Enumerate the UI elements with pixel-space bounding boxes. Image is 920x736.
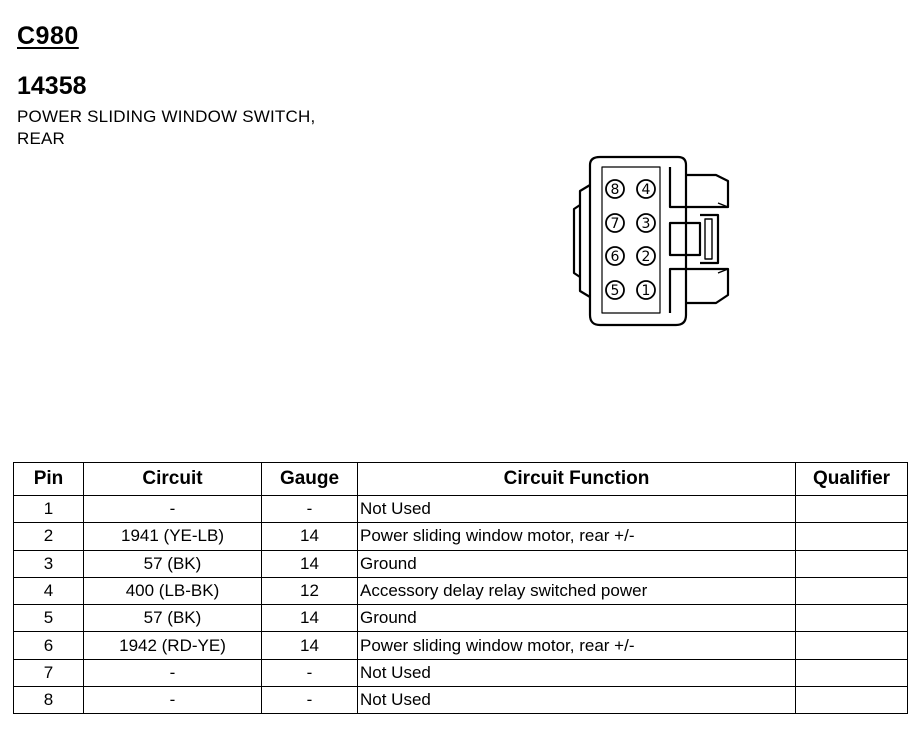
header-circuit: Circuit — [84, 463, 262, 496]
cell-circuit: 400 (LB-BK) — [84, 577, 262, 604]
svg-text:2: 2 — [641, 249, 651, 265]
connector-description-line-2: REAR — [17, 129, 66, 148]
svg-text:1: 1 — [641, 283, 651, 299]
connector-description-line-1: POWER SLIDING WINDOW SWITCH, — [17, 107, 316, 126]
svg-text:5: 5 — [610, 283, 620, 299]
pinout-table — [13, 462, 908, 714]
cell-pin: 4 — [14, 577, 84, 604]
svg-text:8: 8 — [610, 182, 620, 198]
cell-pin: 6 — [14, 632, 84, 659]
right-top-key — [670, 167, 728, 207]
cell-function: Not Used — [358, 496, 796, 523]
cell-function: Power sliding window motor, rear +/- — [358, 632, 796, 659]
cell-pin: 3 — [14, 550, 84, 577]
right-bottom-key — [670, 269, 728, 313]
connector-id: C980 — [17, 22, 79, 50]
header-circuit-function: Circuit Function — [358, 463, 796, 496]
header-gauge: Gauge — [262, 463, 358, 496]
cell-function: Not Used — [358, 687, 796, 714]
cell-qualifier — [796, 577, 908, 604]
cell-function: Power sliding window motor, rear +/- — [358, 523, 796, 550]
cell-pin: 2 — [14, 523, 84, 550]
part-number: 14358 — [17, 72, 87, 100]
cell-function: Ground — [358, 605, 796, 632]
left-latch — [580, 185, 590, 297]
cell-gauge: - — [262, 687, 358, 714]
table-row — [14, 577, 908, 604]
cell-circuit: 57 (BK) — [84, 550, 262, 577]
pin-8 — [606, 180, 624, 198]
table-row — [14, 632, 908, 659]
cell-circuit: 57 (BK) — [84, 605, 262, 632]
cell-function: Accessory delay relay switched power — [358, 577, 796, 604]
table-row — [14, 550, 908, 577]
cell-circuit: - — [84, 496, 262, 523]
table-row — [14, 605, 908, 632]
cell-gauge: 14 — [262, 605, 358, 632]
cell-circuit: - — [84, 687, 262, 714]
cell-gauge: 14 — [262, 523, 358, 550]
cell-pin: 8 — [14, 687, 84, 714]
cell-pin: 7 — [14, 659, 84, 686]
cell-qualifier — [796, 605, 908, 632]
cell-pin: 5 — [14, 605, 84, 632]
connector-housing — [590, 157, 686, 325]
pin-4 — [637, 180, 655, 198]
cell-gauge: - — [262, 659, 358, 686]
table-row — [14, 687, 908, 714]
connector-face-diagram — [560, 145, 750, 335]
cell-qualifier — [796, 687, 908, 714]
cell-gauge: 14 — [262, 550, 358, 577]
cell-qualifier — [796, 659, 908, 686]
cell-pin: 1 — [14, 496, 84, 523]
table-header-row — [14, 463, 908, 496]
table-row — [14, 659, 908, 686]
cell-function: Ground — [358, 550, 796, 577]
pin-6 — [606, 247, 624, 265]
svg-text:4: 4 — [641, 182, 651, 198]
cell-gauge: 12 — [262, 577, 358, 604]
cell-circuit: - — [84, 659, 262, 686]
svg-text:7: 7 — [610, 216, 620, 232]
svg-text:6: 6 — [610, 249, 620, 265]
pin-5 — [606, 281, 624, 299]
cell-gauge: - — [262, 496, 358, 523]
pin-2 — [637, 247, 655, 265]
cell-qualifier — [796, 550, 908, 577]
cell-function: Not Used — [358, 659, 796, 686]
cell-qualifier — [796, 632, 908, 659]
table-row — [14, 496, 908, 523]
header-qualifier: Qualifier — [796, 463, 908, 496]
table-row — [14, 523, 908, 550]
svg-text:3: 3 — [641, 216, 651, 232]
header-pin: Pin — [14, 463, 84, 496]
cell-qualifier — [796, 496, 908, 523]
cell-qualifier — [796, 523, 908, 550]
cell-circuit: 1941 (YE-LB) — [84, 523, 262, 550]
cell-circuit: 1942 (RD-YE) — [84, 632, 262, 659]
pin-1 — [637, 281, 655, 299]
pin-3 — [637, 214, 655, 232]
pin-7 — [606, 214, 624, 232]
cell-gauge: 14 — [262, 632, 358, 659]
